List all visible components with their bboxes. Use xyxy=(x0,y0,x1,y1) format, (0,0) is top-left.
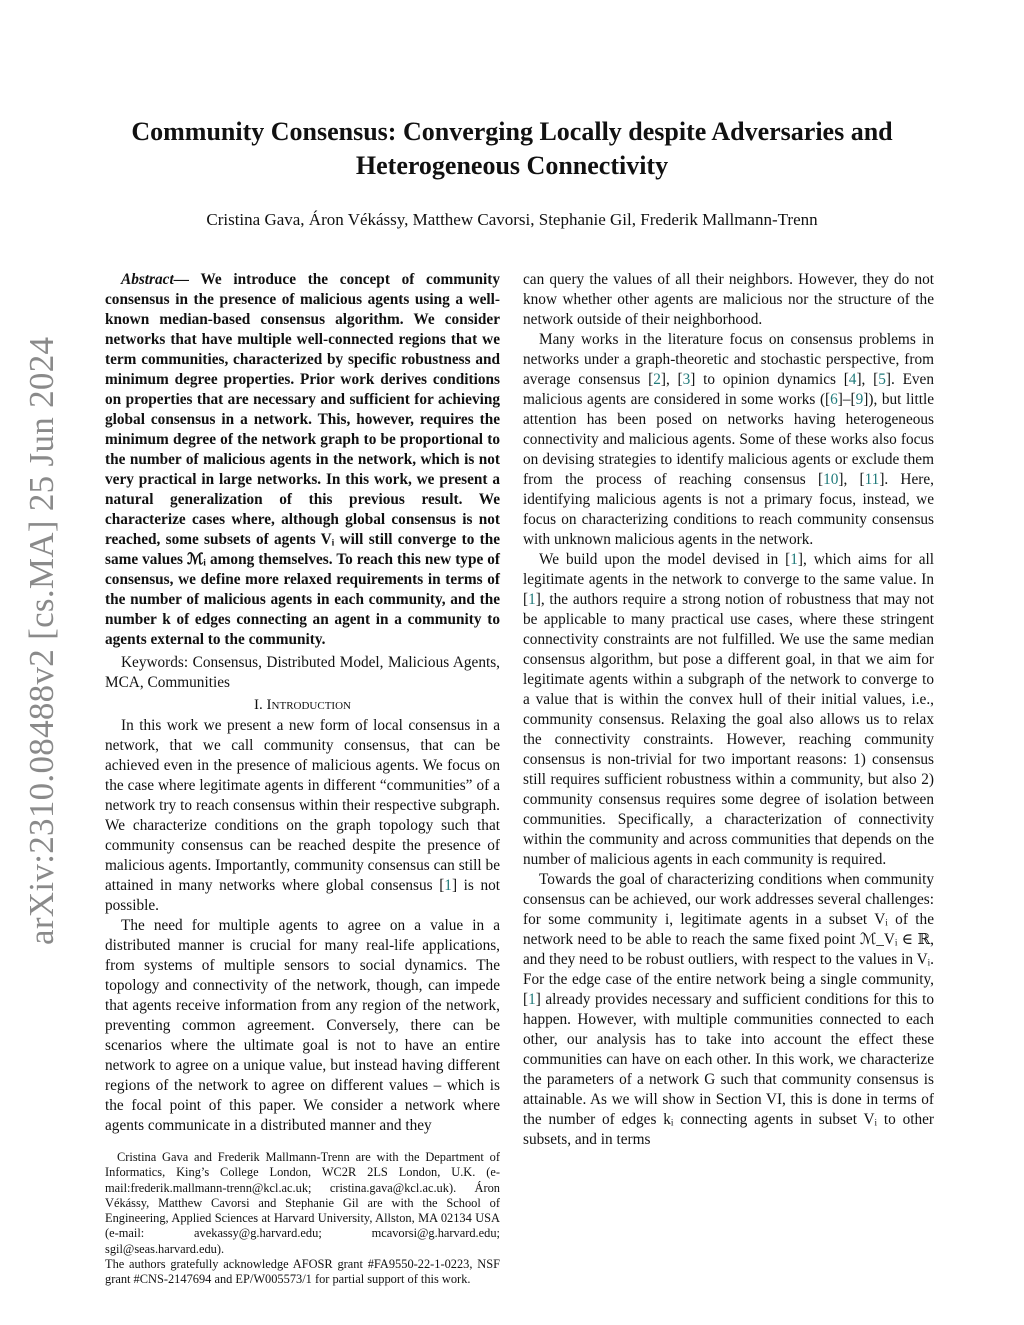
paragraph: can query the values of all their neighbors. However, they do not know whether other agents are malicious nor the structure of the network outside of their neighborhood. xyxy=(523,271,934,328)
citation-link[interactable]: 10 xyxy=(823,471,839,488)
citation-link[interactable]: 11 xyxy=(864,471,880,488)
paragraph: Many works in the literature focus on consensus problems in networks under a graph-theoretic and stochastic perspective, from average consensus [2], [3] to opinion dynamics [4], [5]. Even malicious agents are considered in some works ([6]–[9]), but little attention has been posed on networks having heterogeneous connectivity and malicious agents. Some of these works also focus on devising strategies to identify malicious agents or exclude them from the process of reaching consensus [10], [11]. Here, identifying malicious agents is not a primary focus, instead, we focus on characterizing conditions to reach community consensus with unknown malicious agents in the network. xyxy=(523,331,935,548)
citation-link[interactable]: 1 xyxy=(444,877,452,894)
footnote-acknowledgement: The authors gratefully acknowledge AFOSR grant #FA9550-22-1-0223, NSF grant #CNS-2147694 and EP/W005573/1 for partial support of this work. xyxy=(105,1257,500,1287)
paragraph: Towards the goal of characterizing conditions when community consensus can be achieved, our work addresses several challenges: for some community i, legitimate agents in a subset Vᵢ of the network need to be able to reach the same fixed point ℳ_Vᵢ ∈ ℝ, and they need to be robust outliers, with respect to the values in Vᵢ. For the edge case of the entire network being a single community, [1] already provides necessary and sufficient conditions for this to happen. However, with multiple communities connected to each other, our analysis has to take into account the effect these communities can have on each other. In this work, we characterize the parameters of a network G such that community consensus is attainable. As we will show in Section VI, this is done in terms of the number of edges kᵢ connecting agents in subset Vᵢ to other subsets, and in terms xyxy=(523,871,934,1148)
citation-link[interactable]: 4 xyxy=(848,371,857,388)
abstract xyxy=(105,270,500,650)
citation-link[interactable]: 9 xyxy=(855,391,864,408)
citation-link[interactable]: 1 xyxy=(790,551,798,568)
right-column xyxy=(523,270,934,1150)
citation-link[interactable]: 5 xyxy=(878,371,886,388)
citation-link[interactable]: 6 xyxy=(830,391,838,408)
abstract-text: We introduce the concept of community consensus in the presence of malicious agents using a well-known median-based consensus algorithm. We consider networks that have multiple well-connected regions that we term communities, characterized by specific robustness and minimum degree properties. Prior work derives conditions on properties that are necessary and sufficient for achieving global consensus in a network. This, however, requires the minimum degree of the network graph to be proportional to the number of malicious agents in the network, which is not very practical in large networks. In this work, we present a natural generalization of this previous result. We characterize cases where, although global consensus is not reached, some subsets of agents Vᵢ will still converge to the same values ℳᵢ among themselves. To reach this new type of consensus, we define more relaxed requirements in terms of the number of malicious agents in each community, and the number k of edges connecting an agent in a community to agents external to the community. xyxy=(105,271,500,648)
section-heading xyxy=(105,695,500,715)
arxiv-stamp: arXiv:2310.08488v2 [cs.MA] 25 Jun 2024 xyxy=(22,336,61,945)
paragraph: In this work we present a new form of local consensus in a network, that we call community consensus, that can be achieved even in the presence of malicious agents. We focus on the case where legitimate agents in different “communities” of a network try to reach consensus within their respective subgraph. We characterize conditions on the graph topology such that community consensus can be reached despite the presence of malicious agents. Importantly, community consensus can still be attained in many networks where global consensus [1] is not possible. xyxy=(105,717,500,914)
paper-title: Community Consensus: Converging Locally despite Adversaries and Heterogeneous Connectivity xyxy=(131,117,893,180)
footnote-affiliations: Cristina Gava and Frederik Mallmann-Trenn are with the Department of Informatics, King’s College London, WC2R 2LS London, U.K. (e-mail:frederik.mallmann-trenn@kcl.ac.uk; cristina.gava@kcl.ac.uk). Áron Vékássy, Matthew Cavorsi and Stephanie Gil are with the School of Engineering, Applied Sciences at Harvard University, Allston, MA 02134 USA (e-mail: avekassy@g.harvard.edu; mcavorsi@g.harvard.edu; sgil@seas.harvard.edu). xyxy=(105,1150,500,1256)
abstract-label: Abstract— xyxy=(121,271,189,288)
paragraph: The need for multiple agents to agree on a value in a distributed manner is crucial for many real-life applications, from systems of multiple sensors to social dynamics. The topology and connectivity of the network, though, can impede that agents receive information from any region of the network, preventing common agreement. Conversely, there can be scenarios where the ultimate goal is not to have an entire network to agree on a unique value, but instead having different regions of the network to agree on different values – which is the focal point of this paper. We consider a network where agents communicate in a distributed manner and they xyxy=(105,917,500,1134)
author-list: Cristina Gava, Áron Vékássy, Matthew Cavorsi, Stephanie Gil, Frederik Mallmann-Trenn xyxy=(206,210,818,229)
citation-link[interactable]: 1 xyxy=(528,591,536,608)
section-number: I. xyxy=(254,697,263,713)
paragraph: We build upon the model devised in [1], which aims for all legitimate agents in the network to converge to the same value. In [1], the authors require a strong notion of robustness that may not be applicable to many practical use cases, where these stringent connectivity constraints are not fulfilled. We use the same median consensus algorithm, but pose a different goal, in that we aim for legitimate agents within a subgraph of the network to converge to a value that is within the convex hull of their initial values, i.e., community consensus. Relaxing the goal also allows us to relax the connectivity constraints. However, reaching community consensus is non-trivial for two important reasons: 1) consensus still requires sufficient robustness within a community, but also 2) community consensus requires some degree of isolation between communities. Specifically, a characterization of connectivity within the community and across communities that depends on the number of malicious agents in each community is required. xyxy=(523,551,934,868)
footnotes xyxy=(105,1136,500,1288)
keywords: Keywords: Consensus, Distributed Model, Malicious Agents, MCA, Communities xyxy=(105,654,500,691)
left-column xyxy=(105,270,500,1288)
citation-link[interactable]: 3 xyxy=(682,371,691,388)
section-title: Introduction xyxy=(266,697,351,713)
citation-link[interactable]: 1 xyxy=(528,991,536,1008)
citation-link[interactable]: 2 xyxy=(653,371,661,388)
